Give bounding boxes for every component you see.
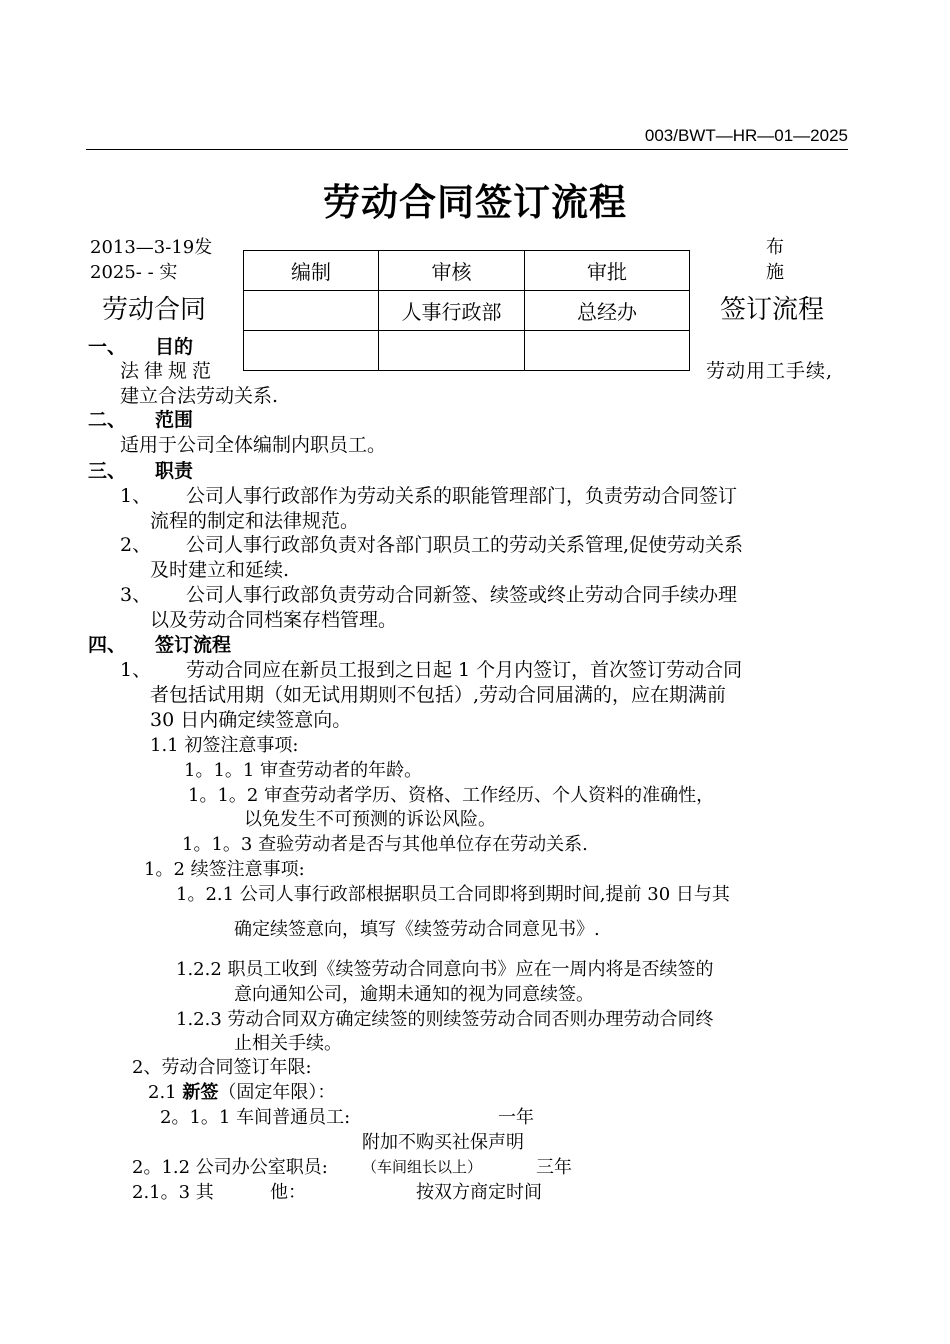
section-1-number: 一、: [88, 336, 127, 358]
term-label: 2.1。3 其: [132, 1182, 214, 1203]
term-value: 一年: [498, 1107, 534, 1128]
left-doc-name: 劳动合同: [102, 295, 207, 325]
subsection-number: 2.1: [148, 1082, 177, 1103]
term-note: 附加不购买社保声明: [362, 1132, 524, 1153]
list-item-text: 30 日内确定续签意向。: [150, 709, 352, 731]
section-4-number: 四、: [88, 634, 127, 656]
subsection-bold: 新签: [182, 1082, 219, 1103]
subsection-item: 1。1。2 审查劳动者学历、资格、工作经历、个人资料的准确性，: [188, 785, 715, 806]
section-2-number: 二、: [88, 409, 127, 431]
approval-table: [243, 250, 690, 371]
list-item-text: 公司人事行政部负责对各部门职员工的劳动关系管理,促使劳动关系: [186, 534, 744, 556]
list-item-text: 流程的制定和法律规范。: [150, 510, 360, 532]
list-item-text: 以及劳动合同档案存档管理。: [150, 609, 398, 631]
section-2-heading: 范围: [155, 409, 194, 431]
subsection-item: 止相关手续。: [234, 1033, 342, 1054]
list-item-text: 公司人事行政部作为劳动关系的职能管理部门，负责劳动合同签订: [186, 485, 738, 507]
list-item-text: 者包括试用期（如无试用期则不包括）,劳动合同届满的，应在期满前: [150, 684, 727, 706]
subsection-rest: （固定年限）：: [218, 1082, 336, 1103]
list-item-number: 1、: [120, 485, 152, 507]
subsection-heading: [148, 1078, 335, 1104]
list-item-number: 1、: [120, 659, 152, 681]
document-code: 003/BWT—HR—01—2025: [644, 126, 848, 145]
right-doc-name: 签订流程: [720, 295, 825, 325]
term-note: （车间组长以上）: [362, 1158, 483, 1176]
effective-date: 2025- - 实: [90, 262, 178, 283]
approval-cell: [525, 331, 690, 371]
approval-cell: [244, 331, 379, 371]
section-1-text: 劳动用工手续,: [706, 360, 834, 382]
subsection-item: 确定续签意向，填写《续签劳动合同意见书》.: [234, 919, 600, 940]
approval-header-approve: 审批: [525, 251, 690, 291]
list-item-number: 2、: [120, 534, 152, 556]
approval-header-compile: 编制: [244, 251, 379, 291]
term-value: 三年: [536, 1157, 572, 1178]
subsection-item: 1.2.2 职员工收到《续签劳动合同意向书》应在一周内将是否续签的: [176, 959, 714, 980]
list-item-text: 劳动合同应在新员工报到之日起 1 个月内签订，首次签订劳动合同: [186, 659, 743, 681]
subsection-item: 1。2.1 公司人事行政部根据职员工合同即将到期时间,提前 30 日与其: [176, 884, 730, 905]
document-title: 劳动合同签订流程: [323, 181, 627, 224]
list-item-text: 公司人事行政部负责劳动合同新签、续签或终止劳动合同手续办理: [186, 584, 738, 606]
section-1-heading: 目的: [155, 336, 194, 358]
subsection-heading: 1。2 续签注意事项:: [144, 859, 305, 880]
section-4-heading: 签订流程: [155, 634, 232, 656]
section-1-text: 建立合法劳动关系.: [120, 385, 279, 407]
subsection-item: 1。1。1 审查劳动者的年龄。: [184, 760, 423, 781]
section-3-number: 三、: [88, 460, 127, 482]
section-1-text: 法律规范: [120, 360, 217, 382]
approval-cell: 人事行政部: [379, 291, 525, 331]
term-label: 他：: [270, 1182, 306, 1203]
approval-cell: 总经办: [525, 291, 690, 331]
section-2-text: 适用于公司全体编制内职员工。: [120, 434, 387, 456]
approval-cell: [244, 291, 379, 331]
publish-date: 2013—3-19发: [90, 237, 213, 258]
subsection-item: 意向通知公司，逾期未通知的视为同意续签。: [234, 984, 594, 1005]
approval-cell: [379, 331, 525, 371]
section-3-heading: 职责: [155, 460, 194, 482]
list-item-text: 及时建立和延续.: [150, 559, 290, 581]
header-rule: [86, 149, 848, 150]
subsection-item: 1。1。3 查验劳动者是否与其他单位存在劳动关系.: [182, 834, 588, 855]
subsection-heading: 1.1 初签注意事项:: [150, 735, 299, 756]
subsection-item: 1.2.3 劳动合同双方确定续签的则续签劳动合同否则办理劳动合同终: [176, 1009, 714, 1030]
effective-tail: 施: [766, 262, 784, 283]
approval-header-review: 审核: [379, 251, 525, 291]
subsection-item: 以免发生不可预测的诉讼风险。: [244, 809, 496, 830]
subsection-heading: 2、劳动合同签订年限:: [132, 1057, 312, 1078]
publish-tail: 布: [766, 237, 784, 258]
list-item-number: 3、: [120, 584, 152, 606]
term-label: 2。1.2 公司办公室职员:: [132, 1157, 328, 1178]
term-value: 按双方商定时间: [416, 1182, 542, 1203]
term-label: 2。1。1 车间普通员工:: [160, 1107, 351, 1128]
